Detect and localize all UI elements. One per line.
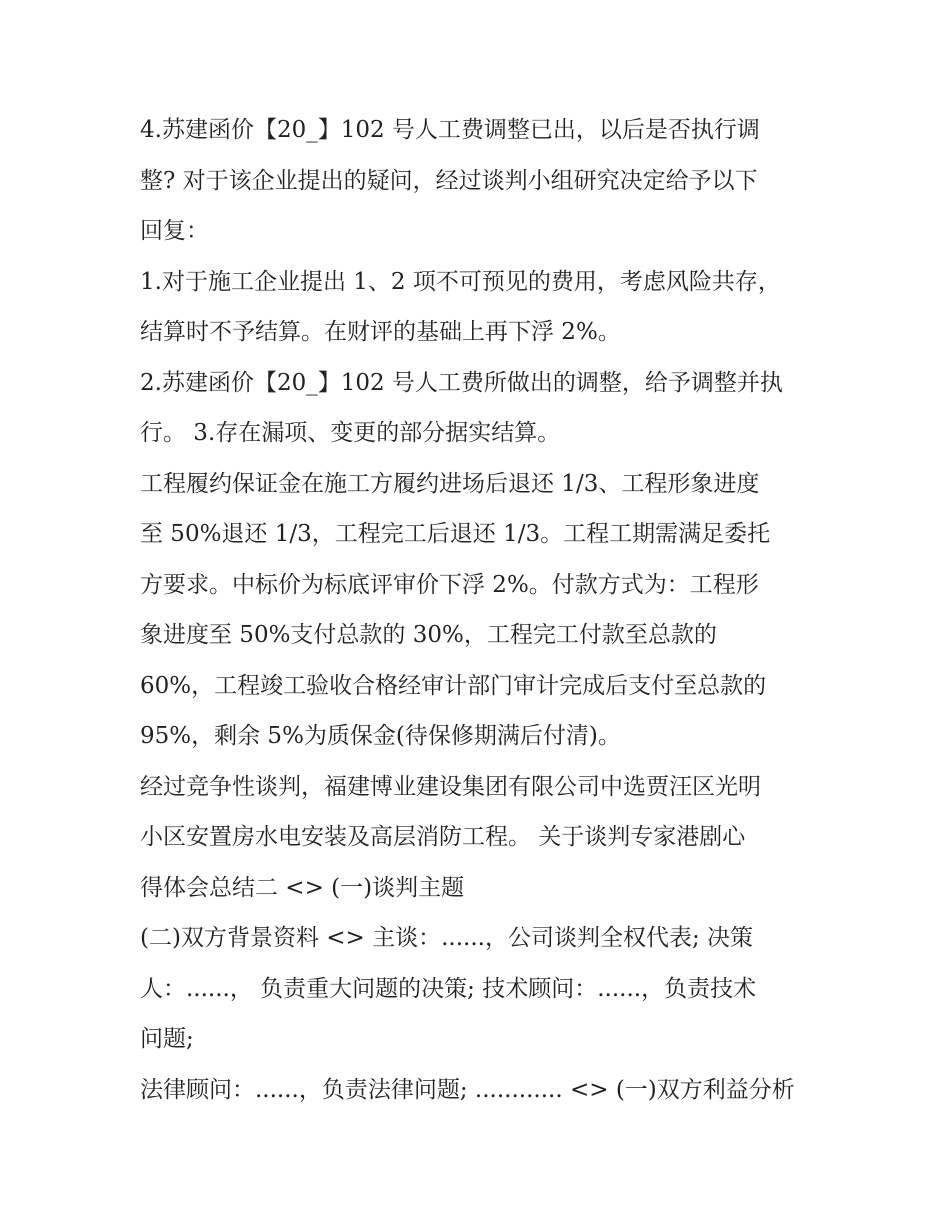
text-line: 4.苏建函价【20_】102 号人工费调整已出，以后是否执行调 xyxy=(140,117,760,143)
text-line: 工程履约保证金在施工方履约进场后退还 1/3、工程形象进度 xyxy=(140,470,760,497)
text-line: 至 50%退还 1/3，工程完工后退还 1/3。工程工期需满足委托 xyxy=(140,521,771,547)
text-line: 回复： xyxy=(140,218,209,244)
text-line: 法律顾问：......，负责法律问题; ............ <> (一)双方利益分析 xyxy=(140,1076,795,1103)
text-line: 象进度至 50%支付总款的 30%，工程完工付款至总款的 xyxy=(140,622,717,648)
text-line: 2.苏建函价【20_】102 号人工费所做出的调整，给予调整并执 xyxy=(140,369,783,396)
text-line: 结算时不予结算。在财评的基础上再下浮 2%。 xyxy=(140,319,621,345)
text-line: 得体会总结二 <> (一)谈判主题 xyxy=(140,874,465,901)
text-line: 60%，工程竣工验收合格经审计部门审计完成后支付至总款的 xyxy=(140,672,767,699)
text-line: (二)双方背景资料 <> 主谈：......，公司谈判全权代表; 决策 xyxy=(140,925,754,951)
text-line: 行。 3.存在漏项、变更的部分据实结算。 xyxy=(140,420,561,446)
body-text xyxy=(140,105,820,1115)
text-line: 人：......， 负责重大问题的决策; 技术顾问：......，负责技术 xyxy=(140,975,757,1002)
text-line: 95%，剩余 5%为质保金(待保修期满后付清)。 xyxy=(140,723,621,749)
text-line: 整? 对于该企业提出的疑问，经过谈判小组研究决定给予以下 xyxy=(140,167,758,194)
text-line: 问题; xyxy=(140,1026,194,1052)
text-line: 方要求。中标价为标底评审价下浮 2%。付款方式为：工程形 xyxy=(140,571,759,598)
text-line: 小区安置房水电安装及高层消防工程。 关于谈判专家港剧心 xyxy=(140,824,746,850)
text-line: 经过竞争性谈判，福建博业建设集团有限公司中选贾汪区光明 xyxy=(140,773,761,800)
text-line: 1.对于施工企业提出 1、2 项不可预见的费用，考虑风险共存， xyxy=(140,268,781,295)
